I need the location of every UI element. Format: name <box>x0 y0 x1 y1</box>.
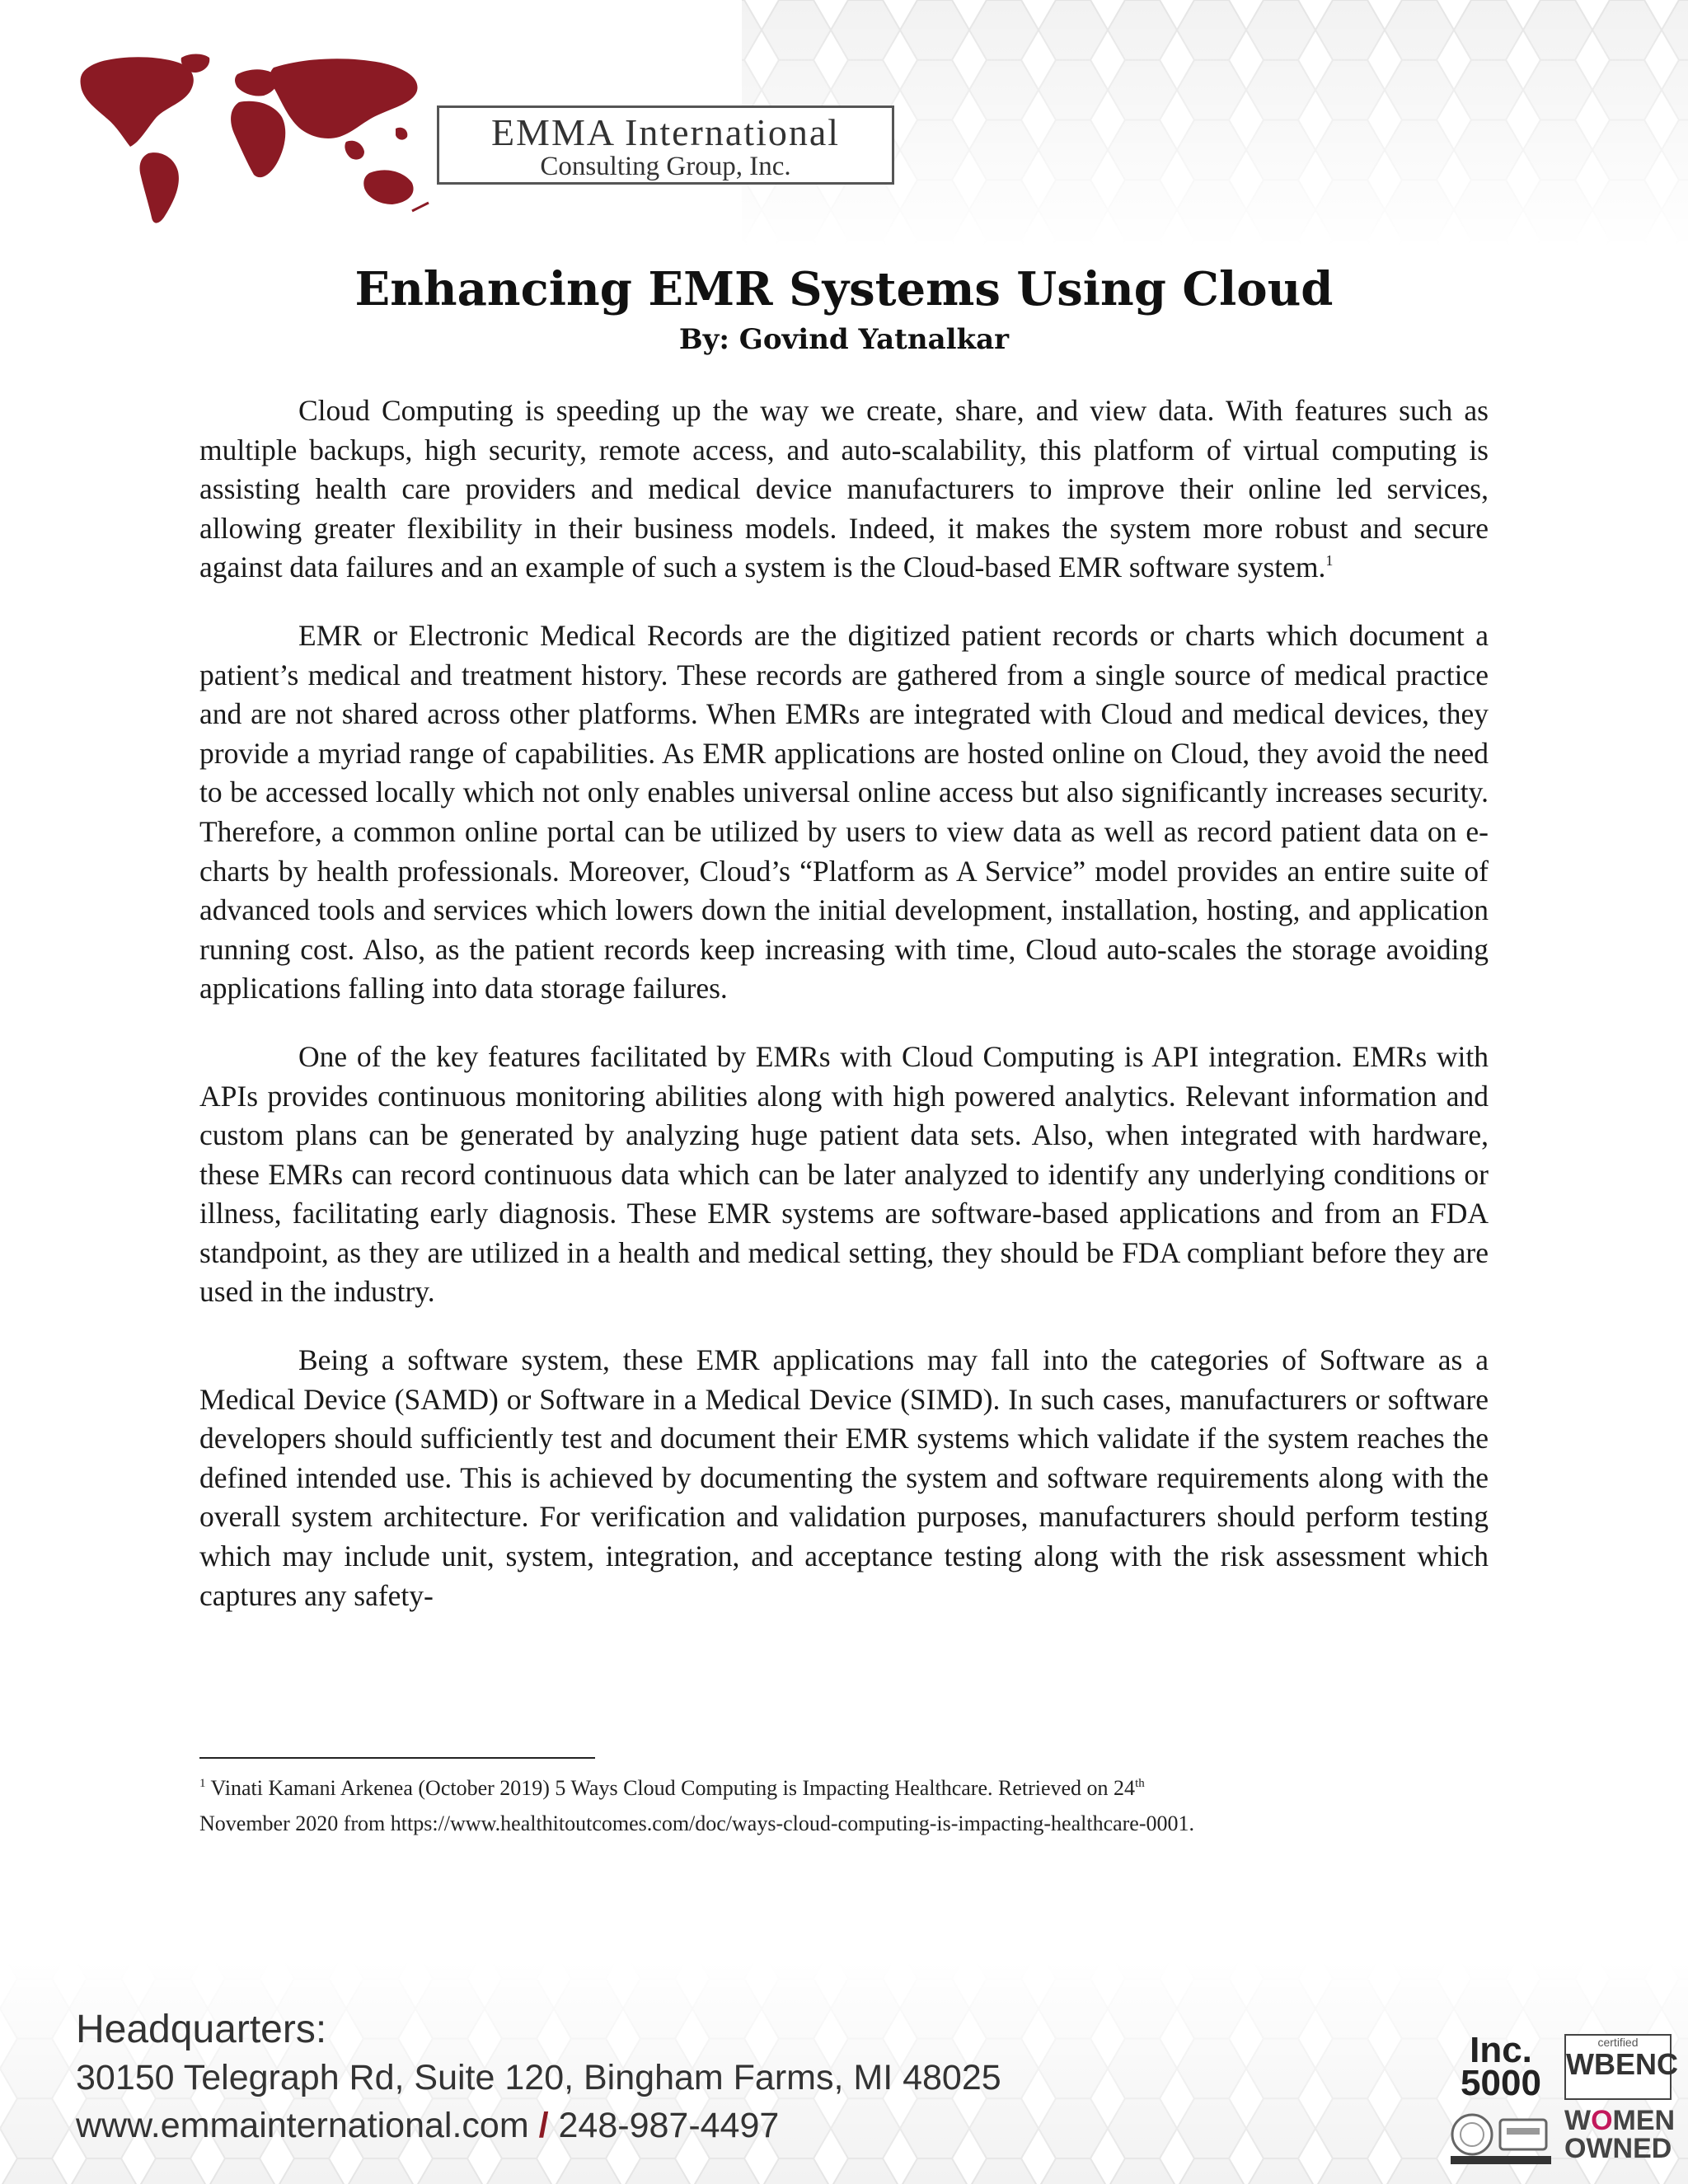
footnote-number: 1 <box>199 1777 206 1790</box>
company-logo <box>437 105 894 185</box>
phone-number: 248-987-4497 <box>558 2106 780 2145</box>
world-map-logo-icon <box>58 49 453 239</box>
footnote <box>199 1770 1436 1841</box>
footnote-text: Vinati Kamani Arkenea (October 2019) 5 Ways Cloud Computing is Impacting Healthcare. Retrieved on 24 <box>210 1776 1136 1800</box>
article-author: By: Govind Yatnalkar <box>678 323 1010 356</box>
certification-seals-icon <box>1447 2108 1554 2166</box>
paragraph: Cloud Computing is speeding up the way we create, share, and view data. With features such as multiple backups, high security, remote access, and auto-scalability, this platform of virtual computing is assisting health care providers and medical device manufacturers to improve their online led services, allowing greater flexibility in their business models. Indeed, it makes the system more robust and secure against data failures and an example of such a system is the Cloud-based EMR software system.$^1$ <box>199 394 1489 584</box>
wbenc-badge: certified WBENC <box>1564 2034 1672 2100</box>
contact-line <box>76 2102 1001 2149</box>
headquarters-label: Headquarters: <box>76 2008 327 2051</box>
contact-separator: / <box>528 2106 559 2145</box>
women-owned-badge: WOMEN OWNED <box>1564 2105 1676 2164</box>
paragraph: One of the key features facilitated by EMRs with Cloud Computing is API integration. EMRs with APIs provides continuous monitoring abilities along with high powered analytics. Relevant information and custom plans can be generated by analyzing huge patient data sets. Also, when integrated with hardware, these EMRs can record continuous data which can be later analyzed to identify any underlying conditions or illness, facilitating early diagnosis. These EMR systems are software-based applications and from an FDA standpoint, as they are utilized in a health and medical setting, they should be FDA compliant before they are used in the industry. <box>199 1039 1489 1309</box>
logo-company-name: EMMA International <box>490 111 841 153</box>
headquarters-footer <box>76 2006 1001 2149</box>
footnote-text-continued: November 2020 from https://www.healthitoutcomes.com/doc/ways-cloud-computing-is-impacting-healthcare-0001. <box>199 1811 1195 1835</box>
footnote-reference: 1 <box>1325 552 1334 569</box>
article-body <box>199 391 1489 1615</box>
inc-5000-badge: Inc. 5000 <box>1461 2030 1541 2103</box>
paragraph: Being a software system, these EMR applications may fall into the categories of Software as a Medical Device (SAMD) or Software in a Medical Device (SIMD). In such cases, manufacturers or software developers should sufficiently test and document their EMR systems which validate if the system reaches the defined intended use. This is achieved by documenting the system and software requirements along with the overall system architecture. For verification and validation purposes, manufacturers should perform testing which may include unit, system, integration, and acceptance testing along with the risk assessment which captures any safety- <box>199 1343 1489 1612</box>
footnote-ordinal: th <box>1135 1777 1145 1790</box>
headquarters-address: 30150 Telegraph Rd, Suite 120, Bingham Farms, MI 48025 <box>76 2058 1001 2097</box>
certification-badges <box>1447 2030 1678 2174</box>
footnote-divider <box>199 1757 595 1759</box>
logo-company-subtitle: Consulting Group, Inc. <box>540 152 791 181</box>
paragraph: EMR or Electronic Medical Records are the digitized patient records or charts which document a patient’s medical and treatment history. These records are gathered from a single source of medical practice and are not shared across other platforms. When EMRs are integrated with Cloud and medical devices, they provide a myriad range of capabilities. As EMR applications are hosted online on Cloud, they avoid the need to be accessed locally which not only enables universal online access but also significantly increases security. Therefore, a common online portal can be utilized by users to view data as well as record patient data on e-charts by health professionals. Moreover, Cloud’s “Platform as A Service” model provides an entire suite of advanced tools and services which lowers down the initial development, installation, hosting, and application running cost. Also, as the patient records keep increasing with time, Cloud auto-scales the storage avoiding applications falling into data storage failures. <box>199 618 1489 1005</box>
website-link[interactable]: www.emmainternational.com <box>76 2106 529 2145</box>
article-title: Enhancing EMR Systems Using Cloud <box>354 262 1334 316</box>
